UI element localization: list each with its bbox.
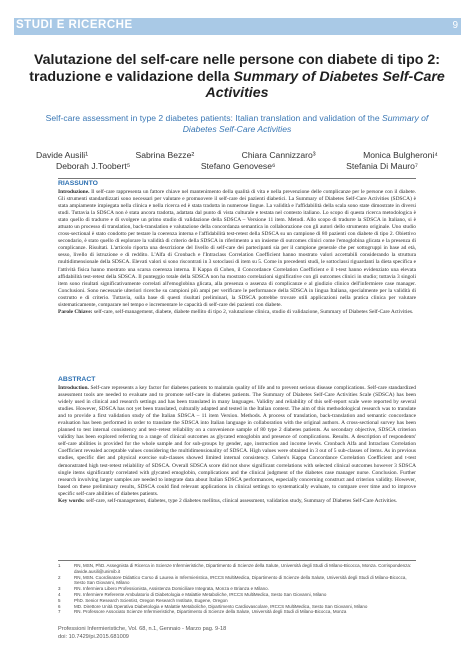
affiliation-item: 5 PhD. Senior Research Scientist, Oregon Research Institute, Eugene, Oregon bbox=[58, 597, 228, 603]
riassunto-body: Il self-care rappresenta un fattore chiave nel mantenimento della qualità di vita e nella prevenzione delle complicanze per le persone con il diabete. Gli strumenti standardizzati sono necessari per valutare e promuovere il self-care dei pazienti diabetici. La Summary of Diabetes Self-Care Activities (SDSCA) è stata ampiamente impiegata nella clinica e nella ricerca ed è stata tradotta in numerose lingue. La validità e l'affidabilità della scala sono state dimostrate in diversi studi. Tuttavia la SDSCA non è stata ancora tradotta, adattata dal punto di vista culturale e testata nel contesto italiano. Lo scopo di questa ricerca metodologica è stato quello di tradurre e di svolgere un primo studio di validazione della SDSCA – Versione 11 item. Metodi. Allo scopo di tradurre la SDSCA in Italiano, si è attuato un processo di translation, back-translation e valutazione della concordanza semantica in collaborazione con gli autori dello strumento originale. Uno studio cross-sectional è stato condotto per testare la coerenza interna e l'affidabilità test-retest della SDSCA su un campione di 80 pazienti con diabete di tipo 2. Obiettivo secondario, è stato quello di esplorare la validità di criterio della SDSCA in riferimento a un insieme di outcomes clinici come l'emoglobina glicata e la presenza di complicanze. Risultati. L'articolo riporta una descrizione del livello di self-care dei partecipanti sia per il campione generale che per sottogruppi in base ad età, sesso, livello di istruzione e di reddito. L'Alfa di Cronbach e l'Intraclass Correlation Coefficient hanno mostrato valori accettabili considerando la struttura multidimensionale della SDSCA. Elevati valori si sono riscontrati in 3 sotoclassi di item su 5. Come in precedenti studi, le sottoclassi riguardanti la dieta specifica e l'attività fisica hanno mostrato una scarsa coerenza interna. Il Kappa di Cohen, il Concordance Correlation Coefficient e il t-test hanno evidenziato una elevata affidabilità test-retest della SDSCA. Il punteggio totale della SDSCA non ha mostrato correlazioni significative con gli outcomes clinici in studio; tuttavia 3 singoli item sono risultati significativamente correlati all'emoglobina glicata, alla presenza o assenza di complicanze e al giudizio clinico dell'infermiere case manager. Conclusioni. Sono necessarie ulteriori ricerche su campioni più ampi per verificare le performance della SDSCA in lingua Italiana, specialmente per la validità di costrutto e di criterio. Tuttavia, sulla base di questi risultati preliminari, la SDSCA potrebbe trovare utili applicazioni nella pratica clinica per valutare sistematicamente, comparare nel tempo e incrementare le capacità di self-care dei pazienti con diabete. bbox=[58, 189, 416, 308]
author-name: Davide Ausili¹ bbox=[36, 150, 89, 160]
riassunto-text bbox=[58, 189, 416, 316]
section-label: STUDI E RICERCHE bbox=[16, 19, 133, 31]
author-name: Monica Bulgheroni⁴ bbox=[363, 150, 438, 160]
key-words-label: Key words: bbox=[58, 497, 85, 504]
title-italic: Summary of Diabetes Self-Care Activities bbox=[205, 68, 445, 101]
title-main: Valutazione del self-care nelle persone con diabete di tipo 2: traduzione e validazione della bbox=[29, 52, 441, 85]
author-name: Stefano Genovese⁶ bbox=[200, 161, 276, 171]
article-subtitle bbox=[34, 113, 440, 134]
parole-chiave: self-care, self-management, diabete, diabete mellito di tipo 2, valutazione clinica, studio di validazione, Summary of Diabetes Self-Care Activities. bbox=[92, 308, 414, 315]
author-name: Chiara Cannizzaro³ bbox=[241, 150, 316, 160]
affiliation-item: 3 RN. Infermiera Libero Professionista, Assistenza Domiciliare Integrata, Monza e Brianza e Milano. bbox=[58, 586, 269, 592]
affiliation-item: 2 RN, MSN. Coordinatore Didattico Corso di Laurea in Infermieristica, IRCCS MultiMedica, Dipartimento di Scienze della Salute, Università degli Studi di Milano-Bicocca, Sesto San Giovanni, Milano bbox=[58, 574, 407, 586]
affiliation-item: 7 RN. Professore Associato Scienze Infermieristiche, Dipartimento di Scienze della Salute, Università degli Studi di Milano-Bicocca, Monza bbox=[58, 609, 347, 615]
riassunto-heading: RIASSUNTO bbox=[58, 180, 98, 187]
journal-citation: Professioni Infermieristiche, Vol. 68, n.1, Gennaio - Marzo pag. 9-18 bbox=[58, 626, 227, 632]
author-name: Sabrina Bezze² bbox=[135, 150, 195, 160]
journal-doi: doi: 10.7429/pi.2015.681009 bbox=[58, 633, 129, 640]
divider-top bbox=[58, 178, 416, 179]
author-list-row1 bbox=[36, 150, 438, 160]
riassunto-lead: Introduzione. bbox=[58, 189, 90, 195]
parole-chiave-label: Parole Chiave: bbox=[58, 308, 93, 315]
abstract-body: Self-care represents a key factor for diabetes patients to maintain quality of life and to prevent serious disease complications. Self-care standardized assessment tools are needed to evaluate and to promote self-care in diabetes patients. The Summary of Diabetes Self-Care Activities Scale (SDSCA) has been widely used in clinical and research settings and has been translated in many languages. Validity and reliability of this self-report scale were reported by several studies. However, SDSCA has not yet been translated, culturally adapted and tested in the Italian context. The aim of this methodological research was to translate and to provide a first validation study of the Italian SDSCA – 11 item Version. Methods. A process of translation, back-translation and semantic concordance evaluation has been performed in order to translate the SDSCA into Italian language in collaboration with the original authors. A cross-sectional survey has been planned to test internal consistency and test–retest reliability on a convenience sample of 80 type 2 diabetes patients. As secondary objective, SDSCA criterion validity has been explored referring to a range of clinical outcomes as glycated emoglobin and presence of complications. Results. A description of respondents' self-care abilities is provided for the whole sample and for sub-groups by gender, age, instruction and income levels. Cronbach Alfa and Intraclass Correlation Coefficient revealed acceptable values considering the multidimensionality of SDSCA. High values were obtained in 3 out of 5 sub-classes of items. As in previous studies, specific diet and physical exercise sub-classes showed limited internal consistency. Cohen's Kappa Concordance Correlation Coefficient and t-test demonstrated high test-retest reliability of SDSCA. Overall SDSCA score did not show significant correlations with selected clinical outcomes however 3 SDSCA single items significantly correlated with glycated emoglobin, complications and the clinical judgment of the diabetes case manager nurse. Conclusion. Further research involving larger samples are needed to integrate data about Italian SDSCA performances, especially concerning construct and criterion validity. However, based on these preliminary results, SDSCA could find relevant applications in clinical settings to systematically evaluate, to compare over time and to improve specific self-care abilities of diabetes patients. bbox=[58, 385, 416, 497]
article-title bbox=[20, 52, 454, 102]
author-name: Deborah J.Toobert⁵ bbox=[56, 161, 131, 171]
page-number: 9 bbox=[452, 20, 458, 31]
abstract-text bbox=[58, 385, 416, 505]
journal-info bbox=[58, 626, 226, 641]
divider-bottom bbox=[58, 560, 416, 561]
affiliation-item: 6 MD. Direttore Unità Operativa Diabetologia e Malattie Metaboliche, Dipartimento Cardiovascolare, IRCCS MultiMedica, Sesto San Giovanni, Milano bbox=[58, 603, 368, 609]
affiliation-item: 4 RN. Infermiere Referente Ambulatorio di Diabetologia e Malattie Metaboliche, IRCCS MultiMedica, Sesto San Giovanni, Milano bbox=[58, 591, 327, 597]
affiliation-item: 1 RN, MSN, PhD. Assegnista di Ricerca in Scienze Infermieristiche, Dipartimento di Scienze della Salute, Università degli Studi di Milano-Bicocca, Monza. Corrispondenza: davide.ausili@unimib.it bbox=[58, 563, 412, 574]
abstract-heading: ABSTRACT bbox=[58, 376, 96, 383]
subtitle-main: Self-care assessment in type 2 diabetes patients: Italian translation and validation of the bbox=[45, 113, 380, 123]
author-name: Stefania Di Mauro⁷ bbox=[346, 161, 418, 171]
key-words: self-care, self-management, diabetes, type 2 diabetes mellitus, clinical assessment, validation study, Summary of Diabetes Self-Care Activities. bbox=[84, 497, 398, 504]
abstract-lead: Introduction. bbox=[58, 385, 89, 391]
subtitle-italic: Summary of Diabetes Self-Care Activities bbox=[182, 113, 429, 134]
author-list-row2 bbox=[56, 161, 418, 171]
affiliations bbox=[58, 563, 416, 615]
